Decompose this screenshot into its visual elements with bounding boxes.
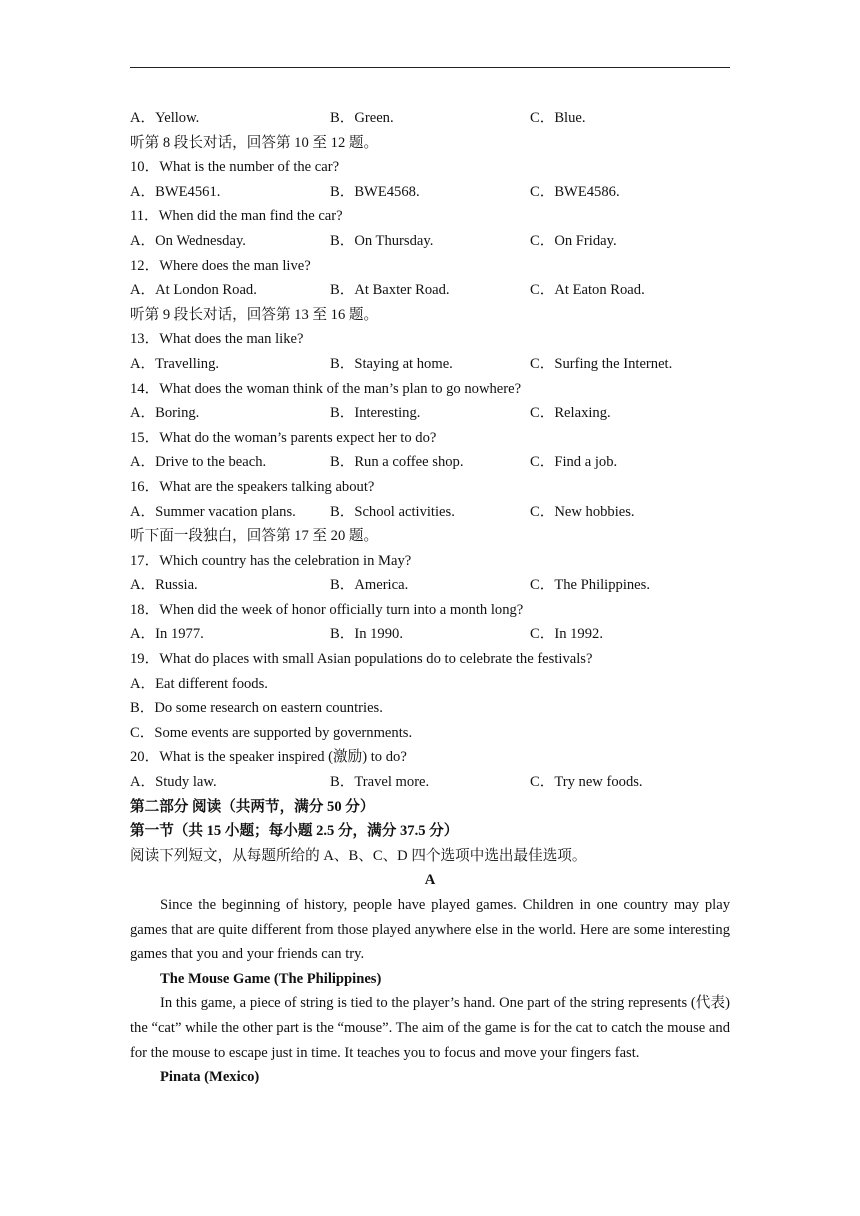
option-row xyxy=(130,352,730,377)
option-b: B．America. xyxy=(330,577,409,594)
option-row xyxy=(130,401,730,426)
option-c: C．Surfing the Internet. xyxy=(530,355,673,372)
option-row xyxy=(130,770,730,795)
option-a: A．Summer vacation plans. xyxy=(130,503,296,520)
option-row xyxy=(130,450,730,475)
subheading: The Mouse Game (The Philippines) xyxy=(160,970,382,987)
option-c: C．On Friday. xyxy=(530,232,617,249)
text-line: A．Eat different foods. xyxy=(130,675,268,692)
paragraph: In this game, a piece of string is tied to the player’s hand. One part of the string represents (代表) the “cat” while the other part is the “mouse”. The aim of the game is for the cat to catch the mouse and for the mouse to escape just in time. It teaches you to focus and move your fingers fast. xyxy=(130,995,730,1061)
option-c: C．The Philippines. xyxy=(530,577,650,594)
option-row xyxy=(130,622,730,647)
subheading: Pinata (Mexico) xyxy=(160,1069,260,1086)
option-b: B．School activities. xyxy=(330,503,455,520)
option-b: B．At Baxter Road. xyxy=(330,282,450,299)
option-c: C．Find a job. xyxy=(530,454,618,471)
option-b: B．Interesting. xyxy=(330,405,421,422)
document-body xyxy=(130,106,730,1090)
option-c: C．Try new foods. xyxy=(530,774,643,791)
text-line: 15．What do the woman’s parents expect her to do? xyxy=(130,429,437,446)
option-a: A．In 1977. xyxy=(130,626,204,643)
text-line: 16．What are the speakers talking about? xyxy=(130,478,375,495)
option-b: B．Staying at home. xyxy=(330,355,453,372)
text-line: 13．What does the man like? xyxy=(130,331,304,348)
option-b: B．On Thursday. xyxy=(330,232,434,249)
option-row xyxy=(130,278,730,303)
option-row xyxy=(130,106,730,131)
option-a: A．Boring. xyxy=(130,405,200,422)
option-c: C．BWE4586. xyxy=(530,183,620,200)
option-c: C．Blue. xyxy=(530,110,586,126)
option-b: B．Travel more. xyxy=(330,774,430,791)
option-row xyxy=(130,180,730,205)
paragraph: Since the beginning of history, people have played games. Children in one country may play games that are quite different from those played anywhere else in the world. Here are some interesting games that you and your friends can try. xyxy=(130,897,730,963)
option-a: A．Russia. xyxy=(130,577,198,594)
option-row xyxy=(130,500,730,525)
option-row xyxy=(130,573,730,598)
text-line: B．Do some research on eastern countries. xyxy=(130,700,383,717)
text-line: 14．What does the woman think of the man’s plan to go nowhere? xyxy=(130,380,522,397)
option-a: A．Yellow. xyxy=(130,110,200,126)
text-line: 听第 9 段长对话，回答第 13 至 16 题。 xyxy=(130,306,379,323)
option-c: C．Relaxing. xyxy=(530,405,611,422)
section-heading: 第二部分 阅读（共两节，满分 50 分） xyxy=(130,798,375,815)
section-heading: 第一节（共 15 小题；每小题 2.5 分，满分 37.5 分） xyxy=(130,823,459,840)
text-line: 17．Which country has the celebration in May? xyxy=(130,552,412,569)
option-a: A．At London Road. xyxy=(130,282,257,299)
text-line: 20．What is the speaker inspired (激励) to do? xyxy=(130,749,407,766)
text-line: 听下面一段独白，回答第 17 至 20 题。 xyxy=(130,528,379,545)
header-rule xyxy=(130,67,730,68)
option-row xyxy=(130,229,730,254)
option-b: B．In 1990. xyxy=(330,626,403,643)
text-line: C．Some events are supported by governments. xyxy=(130,724,413,741)
option-b: B．BWE4568. xyxy=(330,183,420,200)
text-line: 19．What do places with small Asian populations do to celebrate the festivals? xyxy=(130,651,593,668)
option-b: B．Run a coffee shop. xyxy=(330,454,464,471)
text-line: 听第 8 段长对话，回答第 10 至 12 题。 xyxy=(130,134,379,151)
text-line: 12．Where does the man live? xyxy=(130,257,311,274)
text-line: 11．When did the man find the car? xyxy=(130,208,343,225)
text-line: 10．What is the number of the car? xyxy=(130,159,340,176)
option-a: A．Study law. xyxy=(130,774,217,791)
option-c: C．At Eaton Road. xyxy=(530,282,645,299)
option-c: C．In 1992. xyxy=(530,626,603,643)
option-a: A．BWE4561. xyxy=(130,183,221,200)
option-c: C．New hobbies. xyxy=(530,503,635,520)
option-a: A．On Wednesday. xyxy=(130,232,246,249)
text-line: 阅读下列短文，从每题所给的 A、B、C、D 四个选项中选出最佳选项。 xyxy=(130,847,587,864)
text-line: 18．When did the week of honor officially turn into a month long? xyxy=(130,601,524,618)
passage-title: A xyxy=(424,872,436,889)
option-a: A．Travelling. xyxy=(130,355,220,372)
option-a: A．Drive to the beach. xyxy=(130,454,267,471)
option-b: B．Green. xyxy=(330,110,394,126)
